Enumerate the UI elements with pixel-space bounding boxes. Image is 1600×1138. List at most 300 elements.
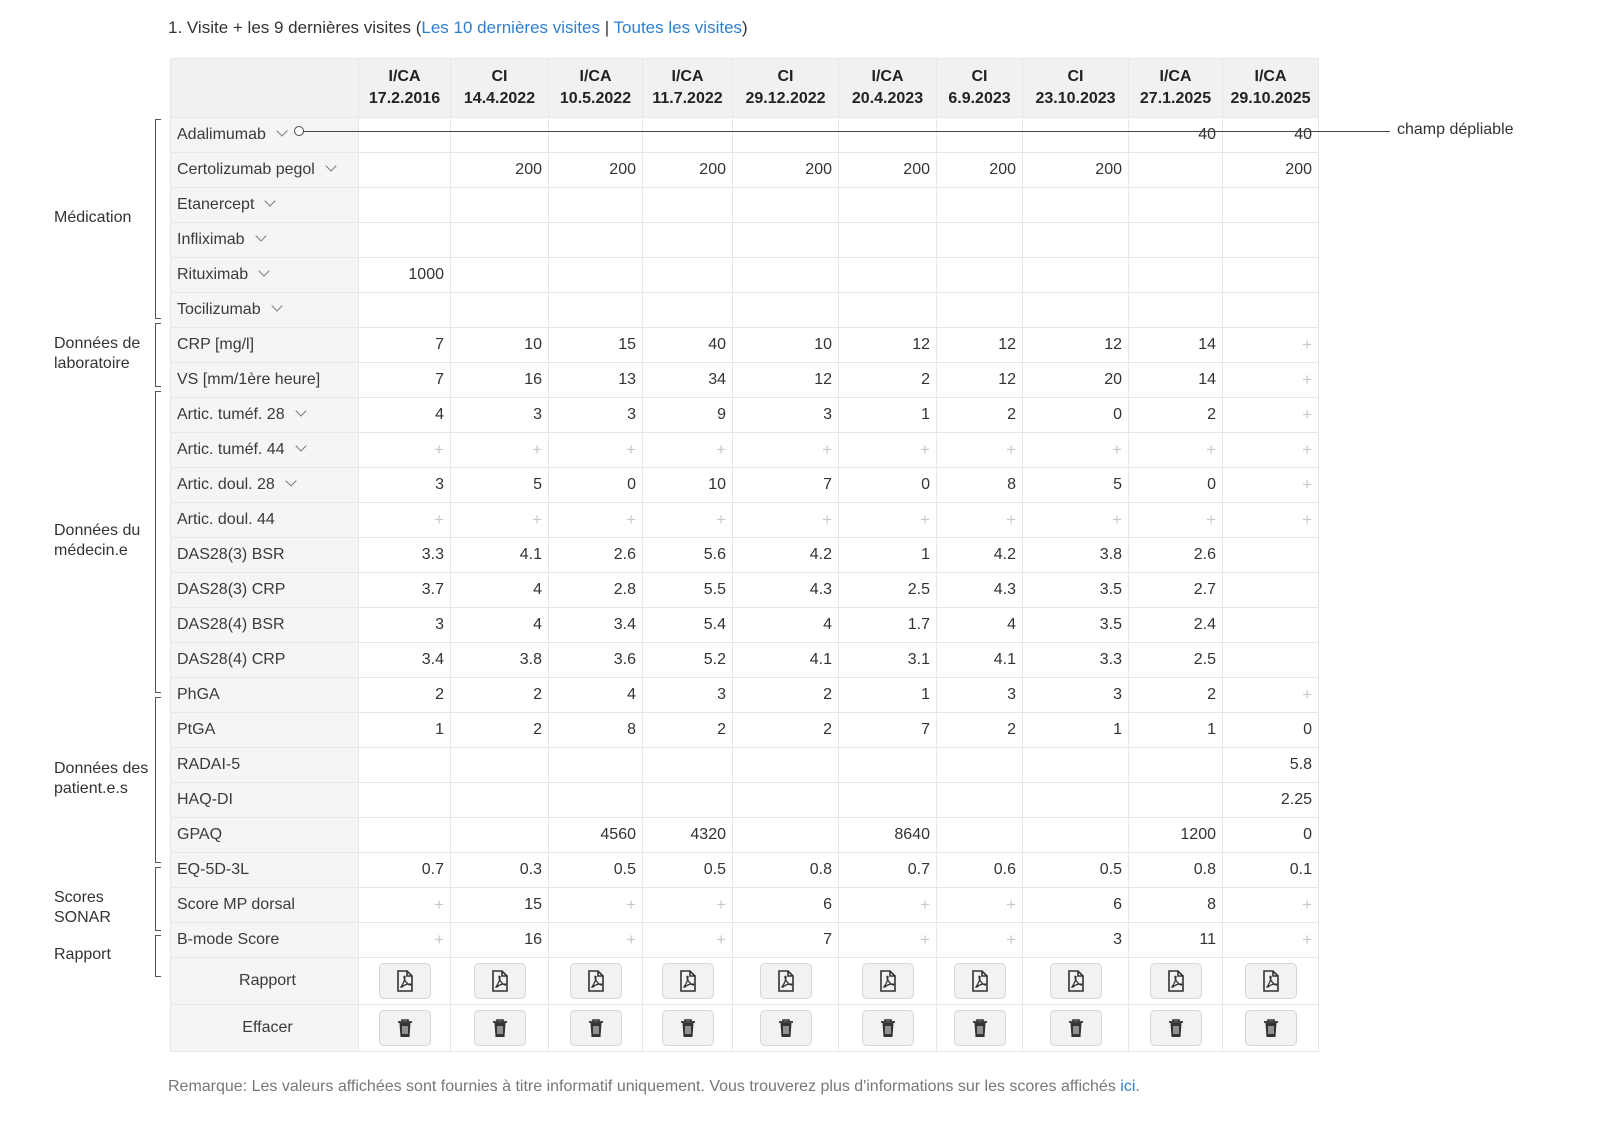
table-cell: [937, 188, 1023, 223]
delete-visit-button[interactable]: [662, 1010, 714, 1046]
table-cell: [1129, 293, 1223, 328]
delete-visit-button[interactable]: [954, 1010, 1006, 1046]
table-cell: [549, 678, 643, 713]
table-cell: [1023, 573, 1129, 608]
pdf-icon: [490, 970, 510, 992]
add-value-icon[interactable]: +: [1302, 370, 1312, 389]
table-cell[interactable]: [643, 503, 733, 538]
add-value-icon[interactable]: +: [532, 440, 542, 459]
remark-link[interactable]: ici: [1120, 1078, 1136, 1095]
visit-header: [1129, 59, 1223, 118]
add-value-icon[interactable]: +: [1302, 895, 1312, 914]
cell-value: 2.6: [1193, 546, 1216, 563]
table-cell: [1223, 258, 1319, 293]
cell-value: 0: [1303, 826, 1312, 843]
table-cell: [733, 678, 839, 713]
pdf-report-button[interactable]: [662, 963, 714, 999]
cell-value: 14: [1198, 336, 1216, 353]
table-cell: [549, 958, 643, 1005]
link-all-visits[interactable]: Toutes les visites: [613, 18, 743, 37]
table-cell[interactable]: [1223, 433, 1319, 468]
cell-value: 40: [1294, 126, 1312, 143]
delete-visit-button[interactable]: [570, 1010, 622, 1046]
table-cell: [1223, 293, 1319, 328]
table-cell: [1129, 153, 1223, 188]
delete-visit-button[interactable]: [474, 1010, 526, 1046]
cell-value: 3: [823, 406, 832, 423]
visit-type: I/CA: [871, 68, 904, 85]
row-label-text: HAQ-DI: [177, 791, 233, 808]
table-cell: [451, 923, 549, 958]
pdf-report-button[interactable]: [474, 963, 526, 999]
row-label-text: Etanercept: [177, 196, 255, 213]
row-label-text: PhGA: [177, 686, 220, 703]
table-cell[interactable]: [359, 433, 451, 468]
cell-value: 5.6: [703, 546, 726, 563]
cell-value: 200: [609, 161, 636, 178]
table-cell: [1129, 573, 1223, 608]
table-cell[interactable]: [839, 503, 937, 538]
visit-date: 6.9.2023: [948, 90, 1011, 107]
table-cell: [1223, 748, 1319, 783]
add-value-icon[interactable]: +: [1302, 685, 1312, 704]
add-value-icon[interactable]: +: [434, 895, 444, 914]
cell-value: 0.1: [1289, 861, 1312, 878]
table-cell: [1129, 328, 1223, 363]
table-cell: [1023, 468, 1129, 503]
table-cell: [549, 853, 643, 888]
row-label: [171, 608, 359, 643]
table-cell: [359, 468, 451, 503]
row-label-text: RADAI-5: [177, 756, 241, 773]
pdf-report-button[interactable]: [760, 963, 812, 999]
table-cell: [1023, 188, 1129, 223]
pdf-report-button[interactable]: [862, 963, 914, 999]
add-value-icon[interactable]: +: [1112, 440, 1122, 459]
table-cell: [643, 328, 733, 363]
pdf-report-button[interactable]: [570, 963, 622, 999]
table-cell: [451, 783, 549, 818]
pdf-report-button[interactable]: [1150, 963, 1202, 999]
section-bracket: [155, 697, 161, 863]
add-value-icon[interactable]: +: [626, 440, 636, 459]
cell-value: 200: [903, 161, 930, 178]
table-cell[interactable]: [1223, 678, 1319, 713]
cell-value: 3.8: [519, 651, 542, 668]
visit-date: 14.4.2022: [463, 90, 536, 107]
add-value-icon[interactable]: +: [1112, 510, 1122, 529]
header-corner: [171, 59, 359, 118]
table-cell: [937, 748, 1023, 783]
cell-value: 4.3: [809, 581, 832, 598]
table-cell: [937, 713, 1023, 748]
table-cell: [549, 608, 643, 643]
add-value-icon[interactable]: +: [626, 895, 636, 914]
table-cell: [451, 608, 549, 643]
table-cell: [1023, 153, 1129, 188]
cell-value: 3: [533, 406, 542, 423]
delete-visit-button[interactable]: [379, 1010, 431, 1046]
cell-value: 3.4: [421, 651, 444, 668]
section-label: Médication: [54, 209, 132, 226]
table-cell[interactable]: [1223, 503, 1319, 538]
cell-value: 0.8: [1193, 861, 1216, 878]
table-cell: [1023, 678, 1129, 713]
row-label: [171, 398, 359, 433]
table-cell[interactable]: [643, 923, 733, 958]
table-cell[interactable]: [1223, 923, 1319, 958]
pdf-icon: [586, 970, 606, 992]
visit-type: CI: [491, 68, 508, 85]
table-cell: [359, 153, 451, 188]
add-value-icon[interactable]: +: [434, 510, 444, 529]
table-cell[interactable]: [1223, 363, 1319, 398]
chevron-down-icon[interactable]: [255, 230, 266, 241]
cell-value: 0.3: [519, 861, 542, 878]
table-cell: [839, 643, 937, 678]
visit-date: 23.10.2023: [1035, 90, 1116, 107]
chevron-down-icon[interactable]: [265, 195, 276, 206]
table-cell[interactable]: [643, 888, 733, 923]
table-cell[interactable]: [1223, 888, 1319, 923]
add-value-icon[interactable]: +: [920, 440, 930, 459]
table-cell: [839, 783, 937, 818]
cell-value: 3.7: [421, 581, 444, 598]
table-cell: [733, 293, 839, 328]
row-label: [171, 538, 359, 573]
cell-value: 16: [524, 931, 542, 948]
cell-value: 200: [1095, 161, 1122, 178]
add-value-icon[interactable]: +: [716, 440, 726, 459]
table-cell[interactable]: [549, 923, 643, 958]
table-cell: [1223, 958, 1319, 1005]
add-value-icon[interactable]: +: [822, 440, 832, 459]
table-cell: [359, 1005, 451, 1052]
table-cell[interactable]: [937, 888, 1023, 923]
heading-suffix: ): [742, 18, 748, 37]
table-cell: [733, 223, 839, 258]
table-cell: [1023, 888, 1129, 923]
table-cell: [1023, 398, 1129, 433]
table-cell: [937, 118, 1023, 153]
cell-value: 5.8: [1289, 756, 1312, 773]
cell-value: 2: [717, 721, 726, 738]
row-label: [171, 363, 359, 398]
table-cell: [1129, 818, 1223, 853]
table-cell: [549, 258, 643, 293]
table-cell[interactable]: [1223, 468, 1319, 503]
visit-type: I/CA: [671, 68, 704, 85]
table-cell: [549, 223, 643, 258]
remark-suffix: .: [1135, 1078, 1140, 1095]
table-cell[interactable]: [937, 503, 1023, 538]
cell-value: 9: [717, 406, 726, 423]
cell-value: 11: [1199, 931, 1216, 948]
table-cell: [733, 818, 839, 853]
table-cell: [937, 853, 1023, 888]
row-label-text: Rituximab: [177, 266, 249, 283]
section-bracket: [155, 867, 161, 931]
table-cell[interactable]: [549, 503, 643, 538]
row-label-text: Score MP dorsal: [177, 896, 295, 913]
cell-value: 10: [708, 476, 726, 493]
table-cell[interactable]: [1129, 433, 1223, 468]
cell-value: 3.5: [1099, 616, 1122, 633]
table-cell: [733, 188, 839, 223]
table-cell: [1023, 258, 1129, 293]
table-cell: [1223, 1005, 1319, 1052]
add-value-icon[interactable]: +: [716, 930, 726, 949]
delete-visit-button[interactable]: [1150, 1010, 1202, 1046]
table-cell: [1223, 853, 1319, 888]
table-cell: [549, 118, 643, 153]
add-value-icon[interactable]: +: [1302, 930, 1312, 949]
table-cell[interactable]: [359, 888, 451, 923]
table-cell: [1023, 958, 1129, 1005]
pdf-report-button[interactable]: [954, 963, 1006, 999]
table-cell[interactable]: [937, 923, 1023, 958]
table-cell: [1023, 223, 1129, 258]
add-value-icon[interactable]: +: [1302, 405, 1312, 424]
table-cell: [1129, 958, 1223, 1005]
add-value-icon[interactable]: +: [920, 895, 930, 914]
table-cell: [451, 888, 549, 923]
table-cell: [549, 468, 643, 503]
add-value-icon[interactable]: +: [532, 510, 542, 529]
table-cell: [1223, 538, 1319, 573]
cell-value: 200: [699, 161, 726, 178]
table-cell[interactable]: [733, 503, 839, 538]
table-row: [171, 818, 1319, 853]
table-cell[interactable]: [643, 433, 733, 468]
row-label-text: Effacer: [242, 1019, 293, 1036]
cell-value: 4.1: [993, 651, 1016, 668]
row-label: [171, 293, 359, 328]
table-cell: [839, 678, 937, 713]
table-cell: [1129, 888, 1223, 923]
table-cell[interactable]: [937, 433, 1023, 468]
chevron-down-icon[interactable]: [295, 440, 306, 451]
table-cell[interactable]: [839, 923, 937, 958]
cell-value: 4: [533, 616, 542, 633]
table-row: [171, 223, 1319, 258]
visit-date: 29.10.2025: [1230, 90, 1311, 107]
table-cell: [359, 363, 451, 398]
add-value-icon[interactable]: +: [1006, 510, 1016, 529]
add-value-icon[interactable]: +: [716, 895, 726, 914]
table-row: [171, 503, 1319, 538]
cell-value: 4: [1007, 616, 1016, 633]
table-cell: [1023, 608, 1129, 643]
table-cell[interactable]: [451, 503, 549, 538]
trash-icon: [1067, 1018, 1085, 1038]
table-row: [171, 328, 1319, 363]
visit-type: CI: [971, 68, 988, 85]
table-cell[interactable]: [1023, 433, 1129, 468]
add-value-icon[interactable]: +: [626, 510, 636, 529]
table-row: [171, 153, 1319, 188]
table-cell: [643, 118, 733, 153]
row-label-text: DAS28(4) CRP: [177, 651, 286, 668]
table-cell[interactable]: [1023, 503, 1129, 538]
table-cell: [1023, 118, 1129, 153]
add-value-icon[interactable]: +: [434, 930, 444, 949]
table-cell: [937, 538, 1023, 573]
trash-icon: [491, 1018, 509, 1038]
table-row: [171, 888, 1319, 923]
cell-value: 1: [1207, 721, 1216, 738]
row-label: [171, 503, 359, 538]
cell-value: 2: [435, 686, 444, 703]
add-value-icon[interactable]: +: [1302, 440, 1312, 459]
add-value-icon[interactable]: +: [1006, 930, 1016, 949]
row-label: [171, 153, 359, 188]
callout-dot: [294, 126, 304, 136]
cell-value: 4.1: [519, 546, 542, 563]
link-last-10-visits[interactable]: Les 10 dernières visites: [421, 18, 600, 37]
cell-value: 12: [1104, 336, 1122, 353]
cell-value: 4320: [690, 826, 726, 843]
table-cell: [839, 573, 937, 608]
cell-value: 7: [921, 721, 930, 738]
row-label: [171, 188, 359, 223]
row-label-text: CRP [mg/l]: [177, 336, 255, 353]
pdf-report-button[interactable]: [379, 963, 431, 999]
table-cell: [937, 608, 1023, 643]
add-value-icon[interactable]: +: [822, 510, 832, 529]
visit-selector-heading: [168, 18, 748, 38]
table-cell[interactable]: [359, 503, 451, 538]
row-label: [171, 468, 359, 503]
table-cell: [643, 258, 733, 293]
table-cell: [1223, 153, 1319, 188]
table-cell: [733, 748, 839, 783]
table-cell: [937, 223, 1023, 258]
table-cell[interactable]: [549, 433, 643, 468]
add-value-icon[interactable]: +: [1206, 440, 1216, 459]
delete-visit-button[interactable]: [1245, 1010, 1297, 1046]
trash-icon: [1262, 1018, 1280, 1038]
pdf-report-button[interactable]: [1245, 963, 1297, 999]
cell-value: 7: [435, 336, 444, 353]
row-label: [171, 223, 359, 258]
delete-visit-button[interactable]: [1050, 1010, 1102, 1046]
table-cell[interactable]: [451, 433, 549, 468]
table-cell: [1023, 293, 1129, 328]
row-label-text: B-mode Score: [177, 931, 280, 948]
table-cell[interactable]: [839, 888, 937, 923]
chevron-down-icon[interactable]: [325, 160, 336, 171]
add-value-icon[interactable]: +: [626, 930, 636, 949]
row-label-text: DAS28(4) BSR: [177, 616, 285, 633]
table-cell[interactable]: [733, 433, 839, 468]
table-cell: [359, 293, 451, 328]
cell-value: 4: [823, 616, 832, 633]
pdf-icon: [395, 970, 415, 992]
table-cell: [549, 153, 643, 188]
add-value-icon[interactable]: +: [1006, 895, 1016, 914]
row-label-text: Artic. tuméf. 44: [177, 441, 285, 458]
cell-value: 0.5: [703, 861, 726, 878]
add-value-icon[interactable]: +: [1206, 510, 1216, 529]
table-cell[interactable]: [359, 923, 451, 958]
table-cell[interactable]: [549, 888, 643, 923]
table-cell: [451, 573, 549, 608]
pdf-icon: [1166, 970, 1186, 992]
cell-value: 2.8: [613, 581, 636, 598]
table-cell[interactable]: [1223, 328, 1319, 363]
table-row: [171, 258, 1319, 293]
cell-value: 0: [1113, 406, 1122, 423]
cell-value: 3: [1113, 686, 1122, 703]
table-cell: [451, 118, 549, 153]
delete-visit-button[interactable]: [760, 1010, 812, 1046]
add-value-icon[interactable]: +: [1302, 475, 1312, 494]
cell-value: 4.3: [993, 581, 1016, 598]
table-cell: [643, 958, 733, 1005]
visit-header: [549, 59, 643, 118]
table-row: [171, 538, 1319, 573]
table-cell: [451, 678, 549, 713]
cell-value: 7: [435, 371, 444, 388]
chevron-down-icon[interactable]: [276, 125, 287, 136]
chevron-down-icon[interactable]: [271, 300, 282, 311]
pdf-icon: [776, 970, 796, 992]
table-cell: [1129, 118, 1223, 153]
table-cell: [359, 713, 451, 748]
table-cell: [1023, 713, 1129, 748]
cell-value: 0: [921, 476, 930, 493]
table-row: [171, 853, 1319, 888]
add-value-icon[interactable]: +: [920, 510, 930, 529]
table-cell: [1129, 188, 1223, 223]
cell-value: 2.6: [613, 546, 636, 563]
cell-value: 0: [1303, 721, 1312, 738]
table-cell: [643, 153, 733, 188]
pdf-icon: [970, 970, 990, 992]
table-cell: [839, 818, 937, 853]
add-value-icon[interactable]: +: [1006, 440, 1016, 459]
chevron-down-icon[interactable]: [295, 405, 306, 416]
table-cell: [1023, 363, 1129, 398]
table-cell[interactable]: [839, 433, 937, 468]
add-value-icon[interactable]: +: [716, 510, 726, 529]
table-cell: [733, 958, 839, 1005]
chevron-down-icon[interactable]: [285, 475, 296, 486]
cell-value: 0.5: [613, 861, 636, 878]
add-value-icon[interactable]: +: [920, 930, 930, 949]
cell-value: 8: [1007, 476, 1016, 493]
table-cell[interactable]: [1129, 503, 1223, 538]
cell-value: 2: [1207, 686, 1216, 703]
trash-icon: [679, 1018, 697, 1038]
cell-value: 5: [1113, 476, 1122, 493]
row-label-text: GPAQ: [177, 826, 223, 843]
add-value-icon[interactable]: +: [1302, 335, 1312, 354]
cell-value: 3.3: [421, 546, 444, 563]
delete-visit-button[interactable]: [862, 1010, 914, 1046]
table-cell: [359, 258, 451, 293]
table-cell: [549, 818, 643, 853]
cell-value: 12: [998, 336, 1016, 353]
add-value-icon[interactable]: +: [1302, 510, 1312, 529]
table-cell[interactable]: [1223, 398, 1319, 433]
table-cell: [1023, 818, 1129, 853]
pdf-report-button[interactable]: [1050, 963, 1102, 999]
add-value-icon[interactable]: +: [434, 440, 444, 459]
row-label-text: Rapport: [239, 972, 296, 989]
chevron-down-icon[interactable]: [258, 265, 269, 276]
